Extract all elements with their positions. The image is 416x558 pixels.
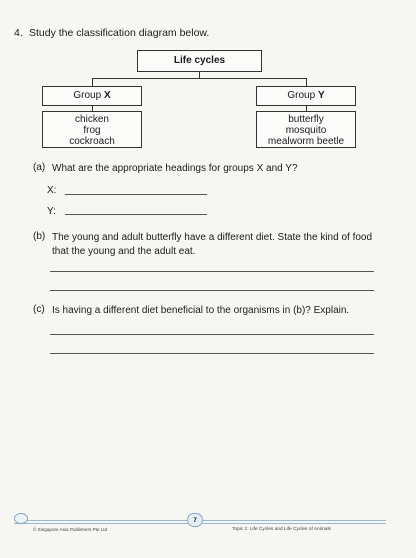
answer-b-line-1[interactable] bbox=[50, 271, 374, 272]
diagram-root-box: Life cycles bbox=[137, 50, 262, 72]
question-number: 4. bbox=[14, 27, 23, 39]
answer-x-label: X: bbox=[47, 185, 57, 196]
footer-publisher: © Singapore Asia Publishers Pte Ltd bbox=[33, 527, 108, 532]
answer-c-line-2[interactable] bbox=[50, 353, 374, 354]
group-x-item: frog bbox=[83, 125, 101, 136]
group-x-prefix: Group bbox=[73, 90, 104, 101]
connector-group-x bbox=[92, 78, 93, 86]
part-b-text: The young and adult butterfly have a different diet. State the kind of food that the young and the adult eat. bbox=[52, 232, 373, 257]
group-y-items bbox=[256, 111, 356, 148]
answer-b-line-2[interactable] bbox=[50, 290, 374, 291]
group-y-name: Y bbox=[317, 90, 325, 101]
connector-horizontal bbox=[92, 78, 307, 79]
group-y-item: mosquito bbox=[285, 125, 327, 136]
page-number: 7 bbox=[187, 513, 203, 527]
part-c-text: Is having a different diet beneficial to the organisms in (b)? Explain. bbox=[52, 305, 350, 316]
group-x-name: X bbox=[103, 90, 111, 101]
part-a-label: (a) bbox=[33, 162, 46, 173]
group-y-prefix: Group bbox=[287, 90, 318, 101]
group-x-header bbox=[42, 86, 142, 106]
part-b-label: (b) bbox=[33, 231, 46, 242]
answer-x-line[interactable] bbox=[65, 194, 207, 195]
part-a-text: What are the appropriate headings for groups X and Y? bbox=[52, 163, 298, 174]
question-text: Study the classification diagram below. bbox=[29, 27, 210, 39]
answer-c-line-1[interactable] bbox=[50, 334, 374, 335]
group-x-item: cockroach bbox=[69, 136, 115, 147]
connector-group-y bbox=[306, 78, 307, 86]
group-y-header bbox=[256, 86, 356, 106]
group-x-item: chicken bbox=[75, 114, 109, 125]
group-y-item: mealworm beetle bbox=[267, 136, 345, 147]
part-c-label: (c) bbox=[33, 304, 45, 315]
answer-y-line[interactable] bbox=[65, 214, 207, 215]
footer-topic: Topic 1: Life Cycles and Life Cycles of Animals bbox=[232, 527, 331, 532]
group-y-item: butterfly bbox=[288, 114, 324, 125]
publisher-logo-icon bbox=[14, 513, 28, 524]
group-x-items bbox=[42, 111, 142, 148]
answer-y-label: Y: bbox=[47, 206, 56, 217]
